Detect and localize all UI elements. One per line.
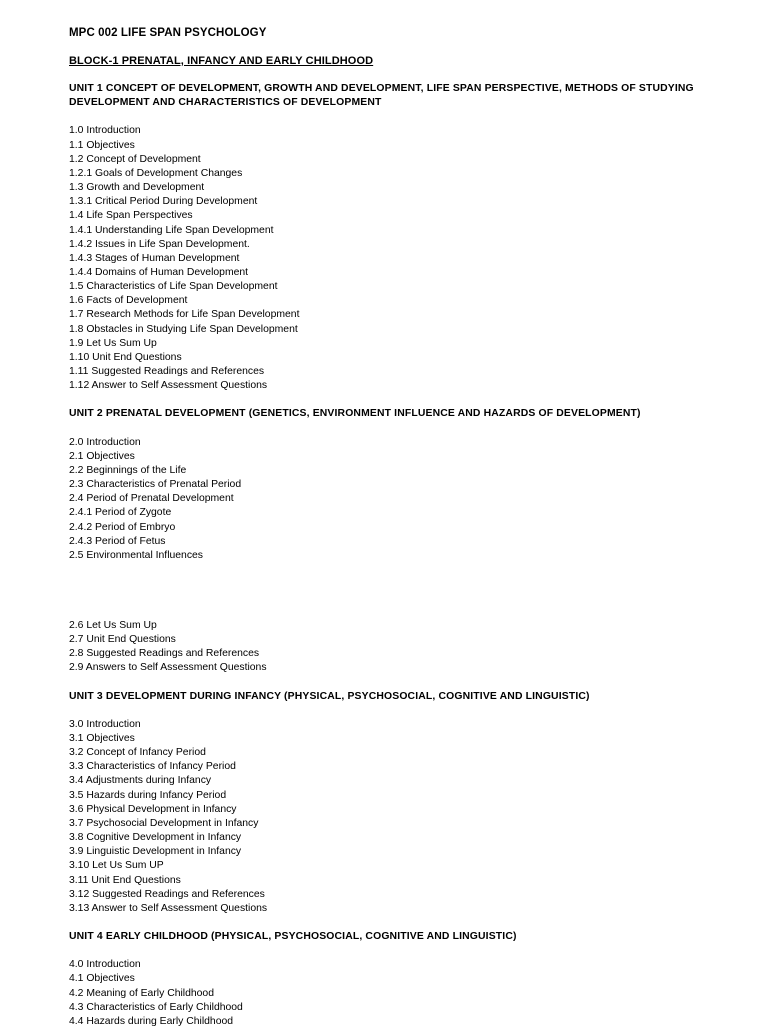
- toc-item: 1.8 Obstacles in Studying Life Span Development: [69, 323, 298, 335]
- toc-item: 1.9 Let Us Sum Up: [69, 337, 157, 349]
- toc-item: 3.13 Answer to Self Assessment Questions: [69, 902, 268, 914]
- toc-item: 2.4.3 Period of Fetus: [69, 535, 166, 547]
- unit-2-title: UNIT 2 PRENATAL DEVELOPMENT (GENETICS, ENVIRONMENT INFLUENCE AND HAZARDS OF DEVELOPMENT): [69, 408, 641, 420]
- toc-item: 1.6 Facts of Development: [69, 295, 188, 307]
- toc-item: 1.11 Suggested Readings and References: [69, 366, 265, 378]
- unit-1-title: UNIT 1 CONCEPT OF DEVELOPMENT, GROWTH AND DEVELOPMENT, LIFE SPAN PERSPECTIVE, METHODS OF STUDYING DEVELOPMENT AND CHARACTERISTICS OF DEVELOPMENT: [69, 83, 694, 109]
- toc-item: 1.4 Life Span Perspectives: [69, 210, 193, 222]
- toc-item: 2.6 Let Us Sum Up: [69, 619, 157, 631]
- toc-item: 4.0 Introduction: [69, 959, 141, 971]
- unit-3-contents: [69, 718, 729, 916]
- toc-item: 3.12 Suggested Readings and References: [69, 888, 265, 900]
- toc-item: 2.4 Period of Prenatal Development: [69, 493, 234, 505]
- document-page: [69, 26, 729, 1029]
- unit-2-contents: [69, 436, 729, 676]
- toc-item: 3.1 Objectives: [69, 732, 135, 744]
- document-title: MPC 002 LIFE SPAN PSYCHOLOGY: [69, 27, 267, 39]
- toc-item: 3.5 Hazards during Infancy Period: [69, 789, 227, 801]
- toc-item: 2.4.2 Period of Embryo: [69, 521, 176, 533]
- block-title: BLOCK-1 PRENATAL, INFANCY AND EARLY CHILDHOOD: [69, 55, 374, 67]
- toc-item: 2.1 Objectives: [69, 450, 135, 462]
- toc-item: 1.3.1 Critical Period During Development: [69, 196, 258, 208]
- toc-item: 1.0 Introduction: [69, 125, 141, 137]
- toc-item: 3.11 Unit End Questions: [69, 874, 181, 886]
- toc-item: 2.3 Characteristics of Prenatal Period: [69, 479, 242, 491]
- toc-item: 3.6 Physical Development in Infancy: [69, 803, 237, 815]
- unit-4-title: UNIT 4 EARLY CHILDHOOD (PHYSICAL, PSYCHOSOCIAL, COGNITIVE AND LINGUISTIC): [69, 931, 517, 942]
- unit-3-section: [69, 690, 729, 916]
- toc-item: 3.10 Let Us Sum UP: [69, 860, 164, 872]
- toc-item: 4.4 Hazards during Early Childhood: [69, 1015, 234, 1027]
- toc-item: 1.5 Characteristics of Life Span Development: [69, 281, 278, 293]
- toc-item: 4.1 Objectives: [69, 973, 135, 985]
- toc-item: 1.4.1 Understanding Life Span Development: [69, 224, 274, 236]
- toc-item: 2.7 Unit End Questions: [69, 634, 176, 646]
- toc-item: 2.4.1 Period of Zygote: [69, 507, 172, 519]
- toc-item: 1.4.4 Domains of Human Development: [69, 266, 249, 278]
- toc-item: 2.8 Suggested Readings and References: [69, 648, 260, 660]
- blank-space: [69, 563, 729, 619]
- toc-item: 3.9 Linguistic Development in Infancy: [69, 846, 242, 858]
- toc-item: 3.3 Characteristics of Infancy Period: [69, 761, 236, 773]
- toc-item: 3.0 Introduction: [69, 718, 141, 730]
- toc-item: 1.3 Growth and Development: [69, 182, 205, 194]
- toc-item: 2.2 Beginnings of the Life: [69, 464, 187, 476]
- toc-item: 4.3 Characteristics of Early Childhood: [69, 1001, 243, 1013]
- unit-1-section: [69, 82, 729, 393]
- toc-item: 2.9 Answers to Self Assessment Questions: [69, 662, 267, 674]
- toc-item: 1.12 Answer to Self Assessment Questions: [69, 380, 268, 392]
- unit-3-title: UNIT 3 DEVELOPMENT DURING INFANCY (PHYSICAL, PSYCHOSOCIAL, COGNITIVE AND LINGUISTIC): [69, 690, 590, 702]
- toc-item: 1.7 Research Methods for Life Span Development: [69, 309, 300, 321]
- toc-item: 1.4.2 Issues in Life Span Development.: [69, 238, 250, 250]
- toc-item: 3.2 Concept of Infancy Period: [69, 747, 206, 759]
- toc-item: 3.4 Adjustments during Infancy: [69, 775, 212, 787]
- toc-item: 2.0 Introduction: [69, 436, 141, 448]
- toc-item: 4.2 Meaning of Early Childhood: [69, 987, 214, 999]
- toc-item: 1.10 Unit End Questions: [69, 351, 182, 363]
- unit-1-contents: [69, 124, 729, 393]
- toc-item: 1.2 Concept of Development: [69, 153, 201, 165]
- toc-item: 3.8 Cognitive Development in Infancy: [69, 832, 242, 844]
- toc-item: 3.7 Psychosocial Development in Infancy: [69, 817, 259, 829]
- toc-item: 1.1 Objectives: [69, 139, 135, 151]
- unit-2-section: [69, 407, 729, 675]
- unit-4-contents: [69, 958, 729, 1029]
- toc-item: 1.2.1 Goals of Development Changes: [69, 167, 243, 179]
- unit-4-section: [69, 930, 729, 1029]
- toc-item: 2.5 Environmental Influences: [69, 549, 204, 561]
- toc-item: 1.4.3 Stages of Human Development: [69, 252, 240, 264]
